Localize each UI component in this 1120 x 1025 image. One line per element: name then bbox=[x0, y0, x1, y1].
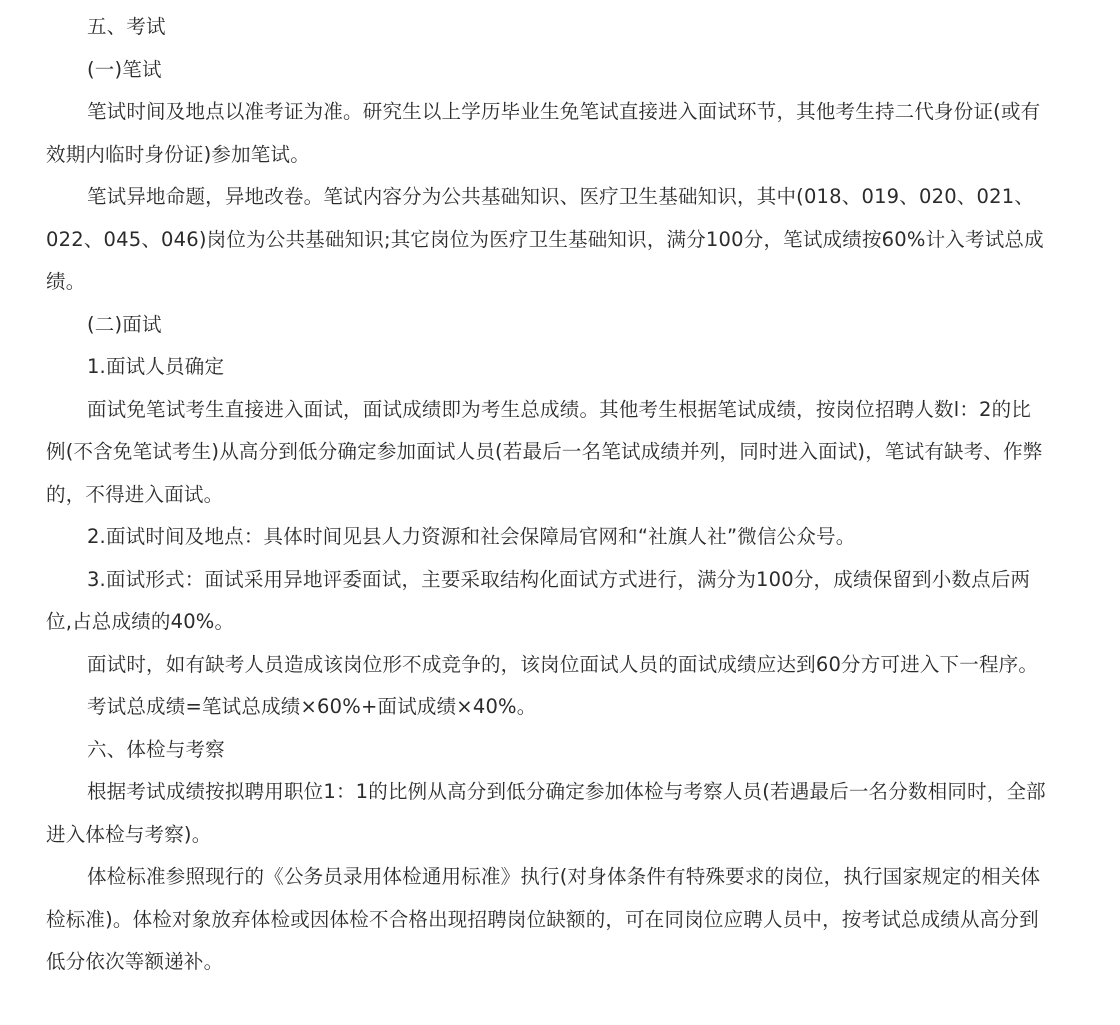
item-interview-candidates: 1.面试人员确定 bbox=[86, 355, 225, 378]
paragraph-written-time-location: 笔试时间及地点以准考证为准。研究生以上学历毕业生免笔试直接进入面试环节，其他考生持二代身份证(或有效期内临时身份证)参加笔试。 bbox=[46, 100, 1041, 166]
paragraph-interview-candidates: 面试免笔试考生直接进入面试，面试成绩即为考生总成绩。其他考生根据笔试成绩，按岗位招聘人数l：2的比例(不含免笔试考生)从高分到低分确定参加面试人员(若最后一名笔试成绩并列，同时进入面试)，笔试有缺考、作弊的，不得进入面试。 bbox=[46, 397, 1043, 506]
subsection-written-exam: (一)笔试 bbox=[86, 57, 162, 81]
paragraph-physical-exam-standard: 体检标准参照现行的《公务员录用体检通用标准》执行(对身体条件有特殊要求的岗位，执行国家规定的相关体检标准)。体检对象放弃体检或因体检不合格出现招聘岗位缺额的，可在同岗位应聘人员中，按考试总成绩从高分到低分依次等额递补。 bbox=[46, 865, 1041, 973]
article-body bbox=[46, 6, 1046, 984]
paragraph-interview-absence: 面试时，如有缺考人员造成该岗位形不成竞争的，该岗位面试人员的面试成绩应达到60分方可进入下一程序。 bbox=[86, 652, 1039, 676]
section-heading-exam: 五、考试 bbox=[86, 15, 166, 38]
paragraph-total-score-formula: 考试总成绩=笔试总成绩×60%+面试成绩×40%。 bbox=[86, 695, 537, 718]
item-interview-format: 3.面试形式：面试采用异地评委面试，主要采取结构化面试方式进行，满分为100分，成绩保留到小数点后两位,占总成绩的40%。 bbox=[46, 567, 1031, 633]
paragraph-physical-exam-ratio: 根据考试成绩按拟聘用职位1：1的比例从高分到低分确定参加体检与考察人员(若遇最后一名分数相同时，全部进入体检与考察)。 bbox=[46, 780, 1046, 846]
item-interview-time-location: 2.面试时间及地点：具体时间见县人力资源和社会保障局官网和“社旗人社”微信公众号。 bbox=[86, 525, 856, 548]
subsection-interview: (二)面试 bbox=[86, 312, 162, 336]
section-heading-physical-exam: 六、体检与考察 bbox=[86, 737, 225, 761]
paragraph-written-content: 笔试异地命题，异地改卷。笔试内容分为公共基础知识、医疗卫生基础知识，其中(018、019、020、021、022、045、046)岗位为公共基础知识;其它岗位为医疗卫生基础知识，满分100分，笔试成绩按60%计入考试总成绩。 bbox=[46, 185, 1044, 293]
